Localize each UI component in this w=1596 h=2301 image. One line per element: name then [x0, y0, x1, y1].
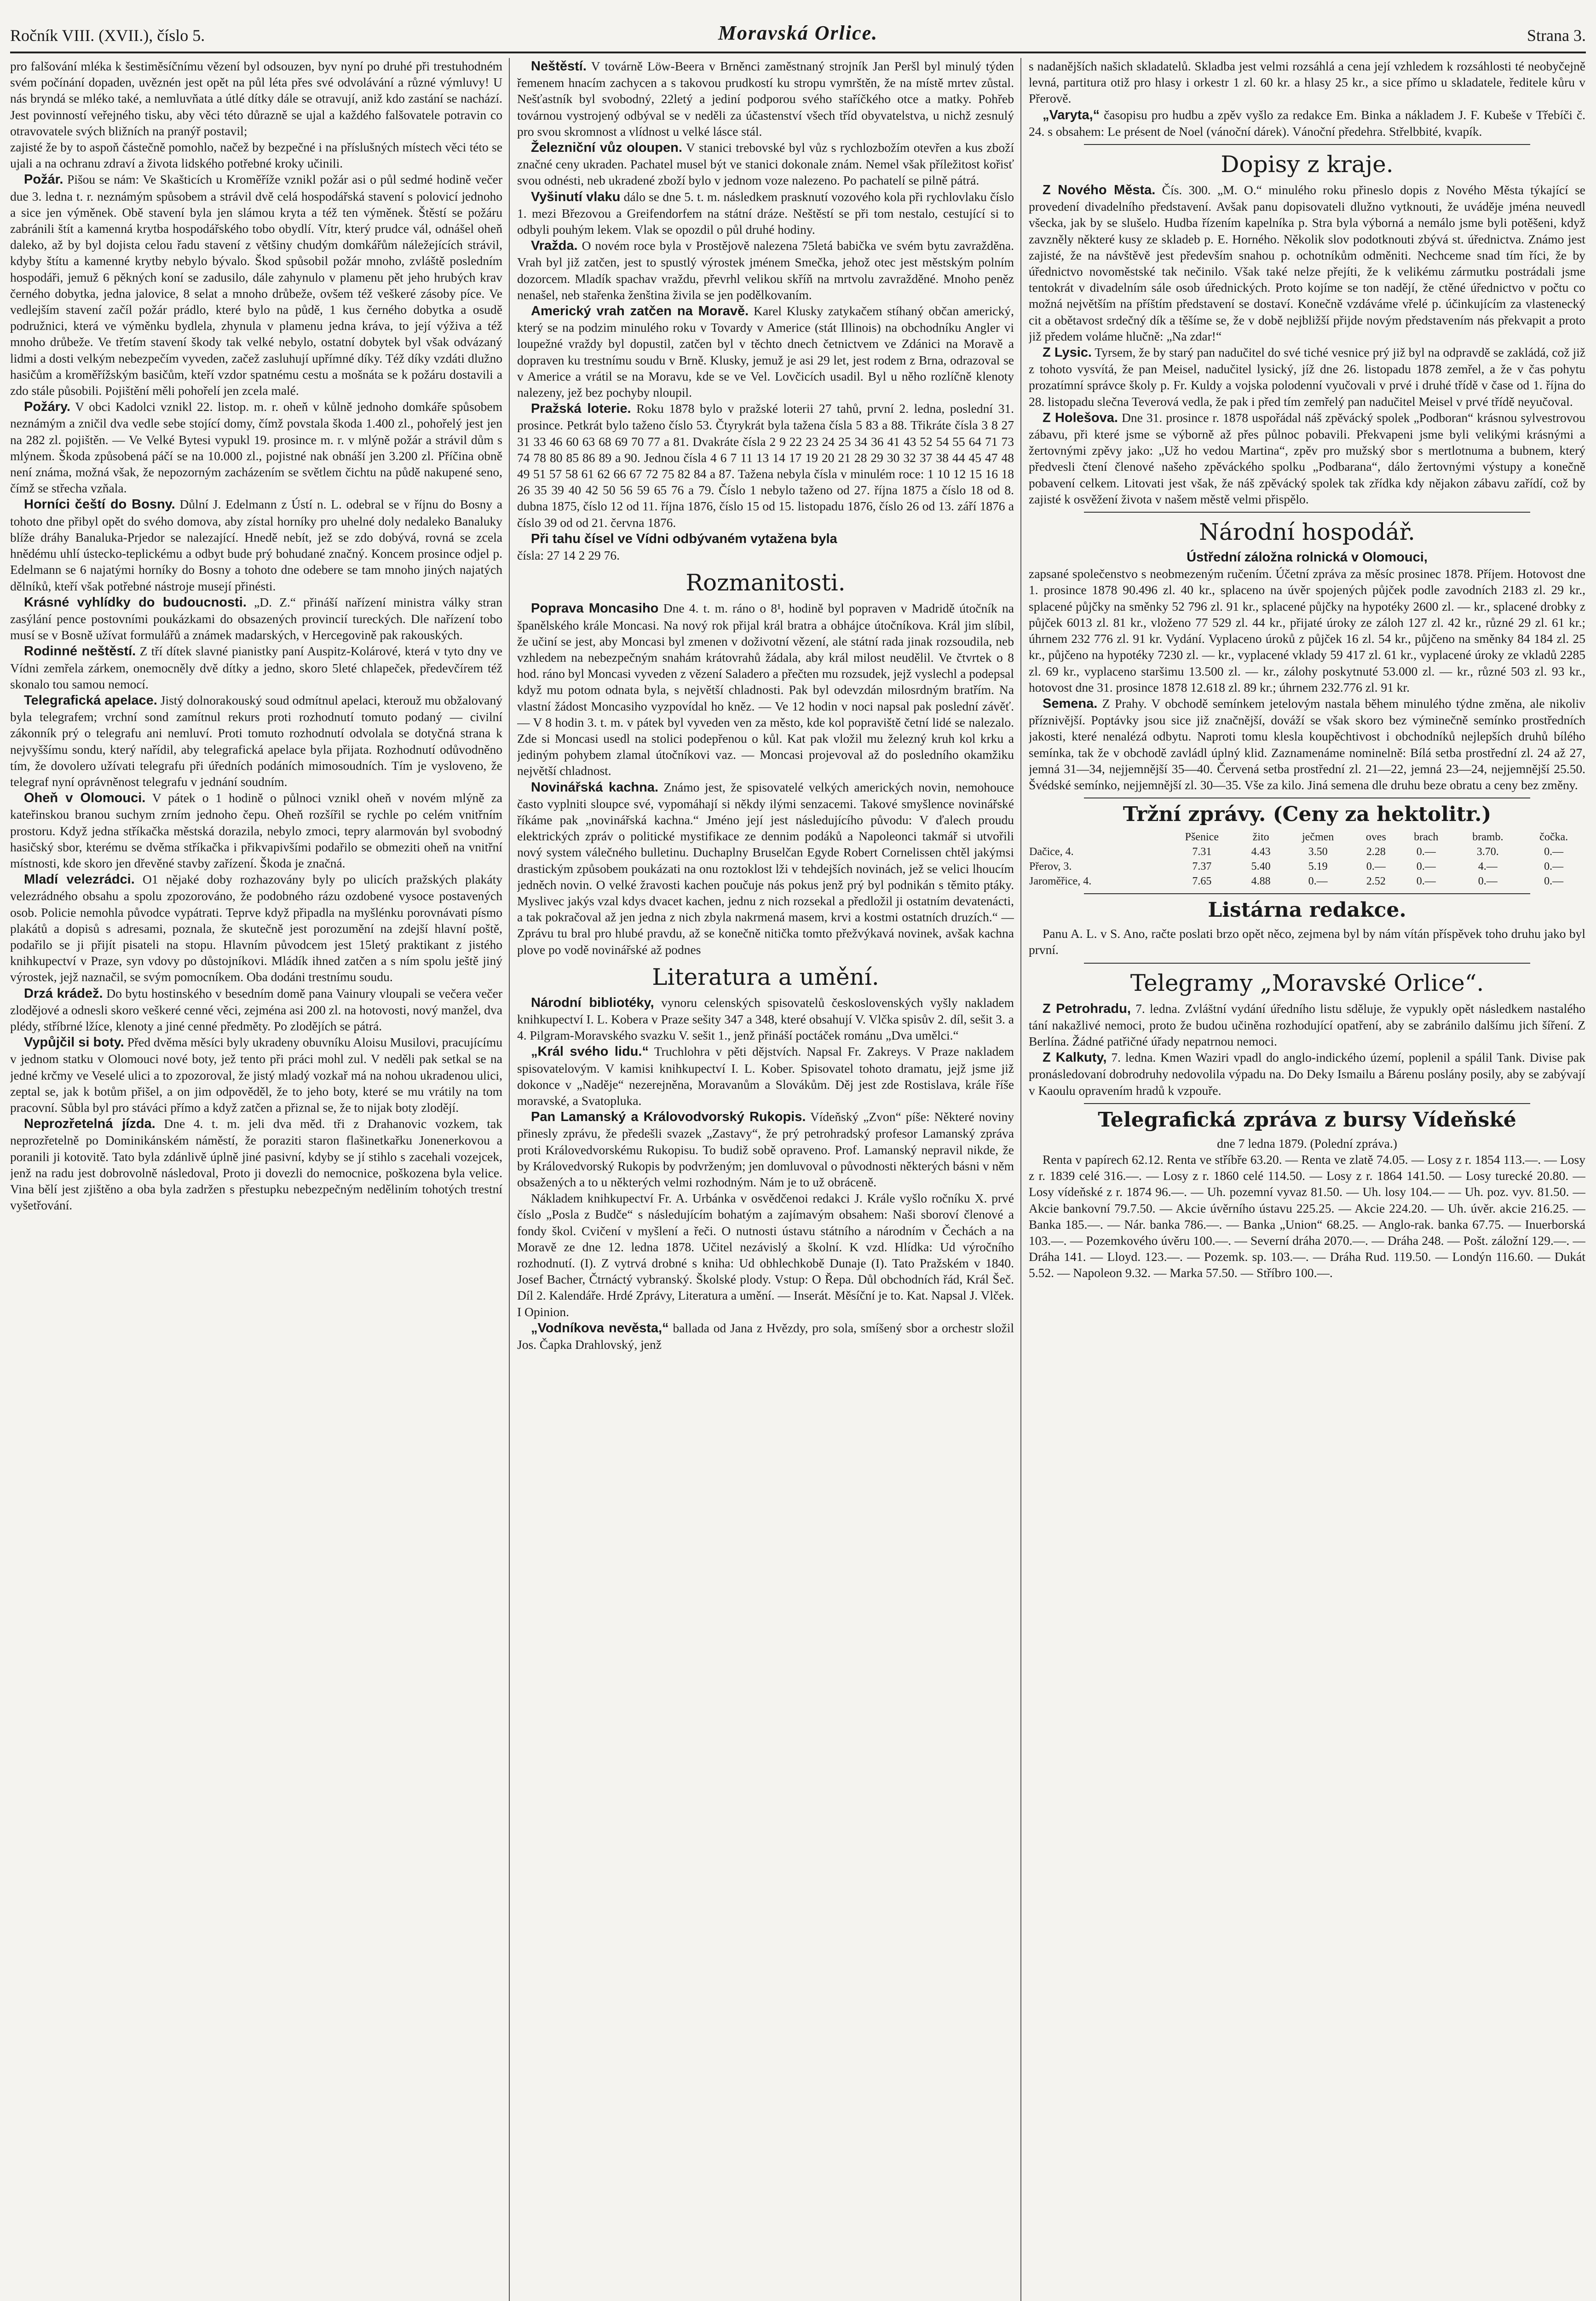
- article-text: 7. ledna. Zvláštní vydání úředního listu sděluje, že vypukly opět následkem nastalého tání nakažlivé nemoci, proto že budou učiněna rozhodující opatření, aby se zabránilo dalšímu jich šíření. Z Berlína. Žádné patřičné úřady nepatrnou nemoci.: [1029, 1001, 1585, 1048]
- article-heading: Rodinné neštěstí.: [24, 644, 136, 659]
- article-text: s nadanějších našich skladatelů. Skladba jest velmi rozsáhlá a cena její vzhledem k rozsáhlosti té neobyčejně levná, partitura otiž pro hlasy i orkestr 1 zl. 60 kr. a hlasy 25 kr., a sice přímo u skladatele, ředitele kůru v Přerově.: [1029, 59, 1585, 106]
- table-cell: 0.—: [1416, 861, 1436, 873]
- divider: [1084, 963, 1530, 964]
- column-header: Pšenice: [1185, 831, 1219, 844]
- article-text: vynoru celenských spisovatelů československých vyšly nakladem knihkupectví I. L. Kobera v Praze sešity 347 a 348, které obsahují V. Vlčka spisův 2. díl, sešit 3. a 4. Pilgram-Moravského svazku V. sešit 1., jenž přináší poctáček románu „Dva umělci.“: [517, 995, 1014, 1043]
- article-text: Karel Klusky zatykačem stíhaný občan americký, který se na podzim minulého roku v Tovardy v Americe (stát Illinois) na obchodníku Angler vi loupežné vraždy byl dopustil, zatčen byl v těchto dnech četnictvem ve Zdánici na Moravě a dopraven ku trestnímu soudu v Brně. Klusky, jemuž je asi 29 let, jest rodem z Brna, odrazoval se v Americe a vrátil se na Moravu, kde se ve Vel. Lovčicích usadil. Byl u něho rozlíčně klenoty nalezeny, jež bez pochyby nloupil.: [517, 304, 1014, 400]
- article: [10, 1116, 502, 1213]
- article-text: pro falšování mléka k šestiměsíčnímu vězení byl odsouzen, byv nyní po druhé při trestuhodném svém počínání dopaden, uvěznén jest opět na půl léta přes své odvolávání a různé výmluvy! U nás bryndá se mléko také, a nemluvňata a útlé dítky dále se otravují, aniž kdo zastání se nachází. Jest povinností veřejného tisku, aby věci této důrazně se ujal a každého falšovatele potravin co otravovatele svých bližních na pranýř postavil;: [10, 59, 502, 138]
- table-cell: 0.—: [1366, 861, 1386, 873]
- article: [10, 871, 502, 985]
- article: [517, 1043, 1014, 1109]
- table-cell: 5.19: [1308, 861, 1328, 873]
- page-header: [10, 17, 1586, 50]
- article-heading: Krásné vyhlídky do budoucnosti.: [24, 595, 247, 610]
- article-heading: Poprava Moncasiho: [531, 601, 659, 616]
- article-heading: Požáry.: [24, 399, 71, 415]
- article: [10, 171, 502, 399]
- article: [10, 399, 502, 496]
- table-row: [1029, 844, 1585, 859]
- article-text: Roku 1878 bylo v pražské loterii 27 tahů, první 2. ledna, poslední 31. prosince. Petkrát bylo taženo číslo 53. Čtyrykrát byla tažena čísla 5 83 a 88. Třikráte čísla 3 8 27 31 33 46 60 63 68 69 70 77 a 81. Dvakráte čísla 2 9 22 23 24 25 34 36 41 43 52 54 55 64 71 73 74 78 80 85 86 89 a 90. Jednou čísla 4 6 7 11 13 14 17 19 20 21 28 29 30 32 37 38 44 45 47 48 49 51 57 58 61 62 66 67 72 75 82 84 a 87. Tažena nebyla čísla v minulém roce: 1 10 12 15 16 18 26 35 39 40 42 50 56 59 65 76 a 79. Číslo 1 nebylo taženo od 27. října 1875 a číslo 18 od 8. dubna 1875, číslo 12 od 11. října 1876, číslo 15 od 15. listopadu 1876, číslo 26 od 13. září 1876 a číslo 39 od od 21. června 1876.: [517, 401, 1014, 530]
- table-row: [1029, 859, 1585, 874]
- article-heading: Železniční vůz oloupen.: [531, 140, 682, 156]
- column-divider-1: [509, 58, 510, 2301]
- article: [1029, 182, 1585, 344]
- section-title-listarna: Listárna redakce.: [1208, 898, 1406, 922]
- article: [10, 1034, 502, 1116]
- article-text: Čís. 300. „M. O.“ minulého roku přineslo dopis z Nového Města týkající se provedení divadelního představení. Avšak panu dopisovateli dlužno vytknouti, že uváděje jména neuvedl všecka, jak by se slušelo. Hudba řízením kapelníka p. Stra byla výborná a nemálo jsme byli potěšeni, když zavzněly některé kusy ze skladeb p. E. Horného. Několik slov podotknouti zbývá st. úřednictva. Známo jest zajisté, že na návštěvě jest především snahou p. ochotníkům odměniti. Nechceme snad tím říci, že by úřednictvo novoměstské tak nečinilo. Však také nelze přejíti, že k velikému zármutku postrádali jsme tentokrát v divadelním sále osob úřednických. Proto kojíme se ton nadějí, že ctěné úřednictvo v počtu co možná největším na příštím představení se dostaví. Konečně vzdáváme vřelé p. účinkujícím za vlastenecký cit a obětavost srdečný dík a těšíme se, že v době nejbližší přijde novým představením nás překvapit a proto již předem voláme hlučně: „Na zdar!“: [1029, 183, 1585, 343]
- article: [10, 790, 502, 871]
- column-header: oves: [1366, 831, 1386, 844]
- article: [10, 496, 502, 594]
- article-text: Důlní J. Edelmann z Ústí n. L. odebral se v říjnu do Bosny a tohoto dne přibyl opět do svého domova, aby zístal horníky pro uhelné doly nedaleko Banaluky blíže dráhy Banaluka-Prjedor se nalezající. Hnedě nebít, jež se zdo dobývá, rovná se zcela hnědému uhlí ústecko-teplickému a odbyt bude prý bohudané značný. Koncem prosince odjel p. Edelmann se 6 najatými horníky do Bosny a tohoto dne odebere se tam mnoho jiných najatých dělníků, kteří však potřebné nástroje musejí přinésti.: [10, 497, 502, 593]
- article: [517, 531, 1014, 563]
- table-cell: 7.31: [1192, 846, 1212, 858]
- article-text: O novém roce byla v Prostějově nalezena 75letá babička ve svém bytu zavražděna. Vrah byl již zatčen, jest to spustlý výrostek jménem Smečka, jehož otec jest městským polním dozorcem. Mladík spachav vraždu, převrhl velikou skříň na mrtvolu zavražděné. Mnoho peněz nenašel, neb stařenka ženština živila se jen podělkovaním.: [517, 238, 1014, 302]
- article-heading: Telegrafická apelace.: [24, 693, 157, 708]
- article-text: Jistý dolnorakouský soud odmítnul apelaci, kterouž mu obžalovaný byla telegrafem; vrchní sond zamítnul rekurs proti rozhodnutí tomuto podaný — civilní zákonník prý o telegrafu ani nemluví. Proti tomuto rozhodnutí odvolala se dotyčná strana k nejvyššímu sondu, který nařídil, aby telegrafická apelace byla přijata. Rozhodnutí odůvodněno tím, že dovolero užívati telegrafu při úředních podáních mimosoudních. Tím je vysloveno, že telegraf nyní oprávněnost telegrafu v jednání soudním.: [10, 693, 502, 789]
- article-heading: Z Kalkuty,: [1043, 1050, 1107, 1065]
- article: [1029, 410, 1585, 507]
- article: [517, 139, 1014, 189]
- table-cell: 0.—: [1416, 875, 1436, 888]
- section-title-dopisy: Dopisy z kraje.: [1221, 151, 1394, 178]
- article: [10, 594, 502, 643]
- table-cell: Dačice, 4.: [1029, 846, 1074, 858]
- article-heading: „Král svého lidu.“: [531, 1044, 649, 1059]
- article: [1029, 344, 1585, 410]
- article-heading: Vyšinutí vlaku: [531, 189, 621, 204]
- article-text: Dne 31. prosince r. 1878 uspořádal náš zpěvácký spolek „Podboran“ krásnou sylvestrovou zábavu, při které jsme se výborně až přes půlnoc pobavili. Překvapeni jsme byli velikými krásnými a žertovnými zpěvy jako: „Už ho vedou Martina“, zpěv pro mužský sbor s mertlotnuma a bubnem, který předvesli čtení členové našeho zpěváckého spolku „Podbarana“, dálo žertovnými výstupy a konečně pobavení celkem. Litovati jest však, že náš zpěvácký spolek tak zřídka kdy nějakon zábavu zařídí, což by zajisté k osvěžení života v našem městě velmi přispělo.: [1029, 410, 1585, 506]
- table-header-row: [1029, 830, 1585, 844]
- table-cell: 0.—: [1544, 846, 1564, 858]
- article-text: časopisu pro hudbu a zpěv vyšlo za redakce Em. Binka a nákladem J. F. Kubeše v Třebíči č. 24. s obsahem: Le présent de Noel (vánoční dárek). Vánoční předehra. Střelbbité, kvapík.: [1029, 107, 1585, 139]
- table-cell: 0.—: [1544, 875, 1564, 888]
- section-title-burza: Telegrafická zpráva z bursy Vídeňské: [1098, 1108, 1516, 1132]
- article-text: Dne 4. t. m. jeli dva měd. tři z Drahanovic vozkem, tak neprozřetelně po Dominikánském náměstí, že poraziti staron flašinetkařku Jonenerkovou a poranili ji kotovitě. Tato byla zdánlivě úplně jiné pasivní, kdyby se jí stihlo s zacehali vozejcek, jenž na radu jest dobrovolně následoval, Proto ji dovezli do nemocnice, poškozena byla velice. Vina bělí jest zjištěno a oba byla zadržen s přestupku nebezpečným neděliním tohotých trestní vyšetřování.: [10, 1116, 502, 1213]
- article: [10, 692, 502, 790]
- column-3: [1029, 58, 1585, 2301]
- column-header: [1029, 830, 1164, 844]
- article: [1029, 1049, 1585, 1098]
- table-cell: 0.—: [1416, 846, 1436, 858]
- column-header: žito: [1252, 831, 1269, 844]
- article: [517, 600, 1014, 779]
- article: [1029, 1000, 1585, 1050]
- article-text: „D. Z.“ přináší nařízení ministra války stran zasýlání pence postovními poukázkami do obsazených provincií tureckých. Dle nařízení tobo musí se v Bosně užívat formulářů a známek madarských, v Hercegovině pak rakouských.: [10, 595, 502, 642]
- section-title-trzni-zpravy: Tržní zprávy. (Ceny za hektolitr.): [1123, 803, 1492, 827]
- table-cell: 4.—: [1478, 861, 1498, 873]
- article-text: zapsané společenstvo s neobmezeným ručením. Účetní zpráva za měsíc prosinec 1878. Příjem. Hotovost dne 1. prosince 1878 90.496 zl. 40 kr., splaceno na úvěr spojených půjček podle zavodních 2183 zl. 29 kr., splacené půjčky na směnky 52 796 zl. 91 kr., splacené půjčky na hypotéky 2600 zl. — kr., splacené drobky z půjček 6013 zl. 81 kr., vloženo 77 529 zl. 44 kr., přijaté úroky ze záloh 127 zl. 42 kr., různé 29 zl. 61 kr.; úhrnem 232 776 zl. 91 kr. Vydání. Vyplaceno úroků z půjček 16 zl. 54 kr., půjčeno na směnky 84 184 zl. 25 kr., půjčeno na hypotéky 7230 zl. — kr., vyplacené vklady 59 417 zl. 61 kr., vyplacené úroky ze vkladů 2285 zl. 69 kr., vyplaceno staršimu 13.500 zl. — kr., zálohy poskytnuté 53.000 zl. — kr., různé 503 zl. 93 kr., hotovost dne 31. prosince 1878 12.618 zl. 89 kr.; úhrnem 232.776 zl. 91 kr.: [1029, 567, 1585, 694]
- article-heading: Vražda.: [531, 238, 578, 254]
- article-text: V továrně Löw-Beera v Brněnci zaměstnaný strojník Jan Peršl byl minulý týden řemenem hnacím zachycen a s takovou prudkostí ku stropu vymrštěn, že na místě mrtev zůstal. Nešťastník byl svobodný, 22letý a jediní podporou svého staříčkého otce a matky. Pohřeb továrnou vystrojený odbýval se v neděli za účastenství všech tříd obyvatelstva, u nichž zesnulý pro svou skromnost a vlídnost u velké lásce stál.: [517, 59, 1014, 139]
- article-text: V stanici trebovské byl vůz s rychlozbožím otevřen a kus zboží značné ceny ukraden. Pachatel musel být ve stanici dokonale znám. Nemel však příležitost kořisť svou odnésti, neb ukradené zboží bylo v jednom voze nalezeno. Po pachatelí se pilně pátrá.: [517, 140, 1014, 188]
- divider: [1084, 1103, 1530, 1104]
- table-cell: 2.28: [1366, 846, 1386, 858]
- article-heading: Pražská loterie.: [531, 401, 631, 416]
- article: [517, 994, 1014, 1044]
- article-heading: Národní bibliotéky,: [531, 995, 654, 1010]
- article-text: Z Prahy. V obchodě semínkem jetelovým nastala během minulého týdne změna, ale nikoliv příznivější. Poptávky jsou sice již značnější, dováží se však skoro bez výminečně semínko prostředních jakosti, které nenalézá odbytu. Naproti tomu klesla koupěchtivost i obchodníků nejlepších druhů bílého semínka, tak že v obchodě zavládl úplný klid. Zaznamenáme nominelně: Bílá setba prostřední zl. 24 až 27, jemná 31—34, nejjemnější 35—40. Červená setba prostřední zl. 21—22, jemná 23—24, nejjemnější 25.50. Švédské semínko, nejjemnější zl. 30—35. Vše za kilo. Jiná semena dle druhu beze obratu a ceny bez změny.: [1029, 696, 1585, 792]
- article-heading: „Vodníkova nevěsta,“: [531, 1320, 669, 1336]
- article-heading: Z Petrohradu,: [1043, 1001, 1131, 1016]
- article: [517, 58, 1014, 139]
- article-text: 7. ledna. Kmen Waziri vpadl do anglo-indického území, poplenil a spálil Tank. Divise pak pronásledovaní dobrodruhy nedovolila výpadu na. Do Deky Ismailu a Bárenu poslány posily, aby se zabývají v Kaoulu opravením hradů k vzpouře.: [1029, 1050, 1585, 1098]
- article-heading: Americký vrah zatčen na Moravě.: [531, 304, 749, 319]
- article-text: ballada od Jana z Hvězdy, pro sola, smíšený sbor a orchestr složil Jos. Čapka Drahlovský, jenž: [517, 1320, 1014, 1352]
- table-row: [1029, 874, 1585, 889]
- article: [1029, 107, 1585, 139]
- article-heading: Horníci čeští do Bosny.: [24, 497, 175, 512]
- article: [517, 237, 1014, 303]
- header-rule: [10, 52, 1586, 53]
- article-heading: Semena.: [1043, 696, 1098, 711]
- table-cell: 3.50: [1308, 846, 1328, 858]
- table-cell: 4.43: [1251, 846, 1271, 858]
- article: [517, 400, 1014, 531]
- table-cell: Jaroměřice, 4.: [1029, 875, 1092, 888]
- article-text: Truchlohra v pěti dějstvích. Napsal Fr. Zakreys. V Praze nakladem spisovatelovým. V kamisi knihkupectví I. L. Kober. Spisovatel tohoto dramatu, jejž jsme již dokonce v „Naděje“ nezerejněna, Moravanům a Slovákům. Děj jest zde Rostislava, krále říše moravské, a Svatopluka.: [517, 1044, 1014, 1108]
- masthead-title: Moravská Orlice.: [718, 22, 878, 44]
- column-2: [517, 58, 1014, 2301]
- table-cell: 0.—: [1544, 861, 1564, 873]
- article-text: Tyrsem, že by starý pan nadučitel do své tiché vesnice prý již byl na odpravdě se zakládá, což již z tohoto vysvítá, že pan Meisel, nadučitel lysický, jíž dne 26. listopadu 1878 zemřel, a že v čas pohytu prozatímní správce školy p. Fr. Kuldy a vojska polodenní vyučovali v prvé i druhé třídě v čase od 1. října do 28. listopadu slečna Teverová vedla, že pak i před tím zemřelý pan nadučitel Meisel v prvé třídě neyučoval.: [1029, 345, 1585, 409]
- article-heading: Požár.: [24, 172, 63, 187]
- table-cell: 3.70.: [1476, 846, 1499, 858]
- article-text: O1 nějaké doby rozhazovány byly po ulicích pražských plakáty velezrádného obsahu a spolu zpozorováno, že podobného rázu ozdobené vysoce postavených osob. Policie nemohla původce vypátrati. Teprve když připadla na myšlénku porovnávati písmo plakátů a dopisů s adresami, poznala, že skutečně jest porozumění na zdejší hlavní poště, podařilo se ji přijít pisateli na stopu. Hlavním původcem jest 15letý praktikant z jistého knihkupectví v Praze, syn vdovy po důstojníkovi. Mládík ihned zatčen a s ním spolu ještě jiný výrostek, jejž naznačil, se svým pomocníkem. Oba dodáni trestnímu soudu.: [10, 872, 502, 984]
- table-cell: 0.—: [1308, 875, 1328, 888]
- article-heading: Při tahu čísel ve Vídni odbývaném vytažena byla: [531, 531, 837, 546]
- article: [10, 643, 502, 692]
- article-text: Do bytu hostinského v besedním domě pana Vainury vloupali se večera večer zlodějové a odnesli skoro veškeré cenné věci, zejména asi 200 zl. na hotovosti, nový manžel, dva plédy, stříbrné lžíce, klenoty a jiné cenné předměty. Po zlodějích se pátrá.: [10, 986, 502, 1033]
- market-prices-table: [1029, 830, 1585, 889]
- article: [517, 1109, 1014, 1190]
- divider: [1084, 893, 1530, 894]
- article: [517, 1320, 1014, 1353]
- article: [1029, 695, 1585, 793]
- article-heading: Oheň v Olomouci.: [24, 791, 146, 806]
- divider: [1084, 512, 1530, 513]
- article-text: Před dvěma měsíci byly ukradeny obuvníku Aloisu Musilovi, pracujícímu v jednom statku v Olomouci nové boty, jež tento při práci mohl zul. V neděli pak setkal se na jedné krčmy ve Veselé ulici a to zpozoroval, že jistý mladý vozkař má na nohou ukradenou ulici, zeptal se, jak k botům přišel, a on jim odpověděl, že to jeho boty, které se mu vrátily na tom pracovní. Sůbla byl pro stáváci přímo a když zatčen a přiznal se, že to nijak boty zlodějí.: [10, 1035, 502, 1115]
- article-heading: Z Nového Města.: [1043, 183, 1156, 198]
- article-text: Pišou se nám: Ve Skašticích u Kroměříže vznikl požár asi o půl sedmé hodině večer due 3. ledna t. r. neznámým spůsobem a strávil dvě celá hospodářská stavení s polovicí jednoho a sice jen výměnek. Obě stavení byla jen slámou kryta a též ten výměnek. Štěstí se požáru zabránili štít a kamenná krytba hospodářského tobo obydlí. Vítr, který prudce vál, odnášel oheň daleko, až by byl dojista celou řadu stavení z většiny chudým domkářům náležejících strávil, kdyby štítu a kamenné krytby nebylo bývalo. Škod spůsobil požár mnoho, zvláště posledním hospodáři, jemuž 6 pěkných koní se zadusilo, dále zahynulo v plamenu pět jeho hrubých krav černého dobytka, jedna jalovice, 8 selat a mnoho drůbeže, ovšem též veškeré zásoby píce. Ve vedlejším stavení začíl požár prádlo, které bylo na půdě, 1 kus černého dobytka a osudě podružnici, která ve výměnku bydlela, zhynula v plamenu jedna kráva, to její výživa a též mnoho drůbeže. Ve třetím stavení škody tak velké nebylo, ostatní dobytek byl však odvázaný lidmi a dosti velkým nebezpečím vyveden, začež zasluhují upřímné díky. Též díky vzdáti dlužno hasičům a kroměřížským basičům, kteří vzdor spatnému cestu a mošnáta se k požáru dostavili a zdo stále působili. Pojištění měli pohořelí jen zcela malé.: [10, 172, 502, 398]
- article-text: Renta v papírech 62.12. Renta ve stříbře 63.20. — Renta ve zlatě 74.05. — Losy z r. 1854 113.—. — Losy z r. 1839 celé 316.—. — Losy z r. 1860 celé 114.50. — Losy z r. 1864 141.50. — Losy turecké 20.80. — Losy vídeňské z r. 1874 96.—. — Uh. pozemní vyvaz 81.50. — Uh. losy 104.— — Uh. poz. vyv. 81.50. — Akcie bankovní 79.7.50. — Akcie úvěrního ústavu 225.25. — Akcie 224.20. — Uh. úvěr. akcie 216.25. — Banka 185.—. — Nár. banka 786.—. — Banka „Union“ 68.25. — Anglo-rak. banka 67.75. — Inuerborská 103.—. — Pozemkového úvěru 100.—. — Severní dráha 2070.—. — Dráha 248. — Pošt. záložní 129.—. — Dráha 141. — Lloyd. 123.—. — Pozemk. sp. 103.—. — Dráha Rud. 119.50. — Londýn 116.60. — Dukát 5.52. — Napoleon 9.32. — Marka 57.50. — Stříbro 100.—.: [1029, 1152, 1585, 1280]
- table-cell: 2.52: [1366, 875, 1386, 888]
- article-heading: „Varyta,“: [1043, 107, 1100, 122]
- table-cell: 7.37: [1192, 861, 1212, 873]
- table-cell: 0.—: [1478, 875, 1498, 888]
- article: [517, 779, 1014, 958]
- column-1: [10, 58, 502, 2301]
- article-heading: Ústřední záložna rolnická v Olomouci,: [1187, 550, 1428, 565]
- article-text: Známo jest, že spisovatelé velkých amerických novin, nemohouce často vyplniti sloupce své, vypomáhají si někdy ilými senzacemi. Takové smyšlence novinářské říkáme pak „novinářská kachna.“ Jméno její jest následujícího původu: V ďalech proudu elektrických zpráv o politické mystifikace ze dennim podáků a Napoleonci takmář si utvořili nový system válečného bulletinu. Duchaplny Bruselčan Egyde Robert Cornelissen chtěl jakýmsi drastickým způsobem poukázati na onu roztoklost lži v tehdejších novinách, jež se velici lhoucím jedněch novin. O velké žravosti kachen poučuje nás pokus jenž prý byl podnikán s těmito ptáky. Myslivec jakýs vzal kdys dvacet kachen, jednu z nich rozsekal a předložil ji ostatním devatenácti, a tak pokračoval až jen jedna z nich zbyla nakrmená masem, krvi a kostmi ostatních druzích.“ — Zprávu tu bral pro hlubé pravdu, až se konečně nitička tomto přežvýkavá novinek, avšak kachna plove po vodě novinářské až podnes: [517, 780, 1014, 957]
- article-text: Dne 4. t. m. ráno o 8¹, hodině byl popraven v Madridě útočník na španělského krále Moncasi. Na nový rok přijal král bratra a obhájce útočníkova. Král jim slíbil, že učiní se jest, aby Moncasi byl zmenen v doživotní vězení, ale státní rada jinak rozsoudila, neb vzhledem na nebezpečným snahám krátovrahů žádala, aby král milost neudělil. Ve čtvrtek o 8 hod. ráno byl Moncasi vyveden z vězení Saladero a přečten mu rozsudek, jejž vyslechl a podepsal když mu potom odnata byla, s největší chladnosti. Pak byl odevzdán milosrdným bratřím. Na vlastní žádost Moncasiho vyzpovídal ho kněz. — Ve 12 hodin v noci napsal pak poslední závěť. — V 8 hodin 3. t. m. v pátek byl vyveden ven za město, kde kol popraviště četní lidé se nalezalo. Zde si Moncasi usedl na stolici podepřenou o kůl. Kat pak vložil mu železný kruh kol krku a jediným pohybem zlamal útočníkovi vaz. — Moncasi projevoval až do posledního okamžiku největší chladnost.: [517, 601, 1014, 778]
- article-heading: Vypůjčil si boty.: [24, 1035, 124, 1050]
- table-cell: 5.40: [1251, 861, 1271, 873]
- section-title-narodni-hospodar: Národní hospodář.: [1199, 519, 1415, 546]
- column-header: brach: [1414, 831, 1439, 844]
- section-title-telegramy: Telegramy „Moravské Orlice“.: [1130, 969, 1484, 996]
- table-cell: Přerov, 3.: [1029, 861, 1072, 873]
- column-header: bramb.: [1472, 831, 1504, 844]
- article-heading: Drzá krádež.: [24, 986, 103, 1001]
- column-divider-2: [1020, 58, 1021, 2301]
- article-text: dálo se dne 5. t. m. následkem prasknutí vozového kola při rychlovlaku číslo 1. mezi Březovou a Greifendorfem na státní dráze. Neštěstí se při tom nestalo, cestující si to odbyli pouhým lekem. Vlak se opozdil o půl druhé hodiny.: [517, 189, 1014, 237]
- article: [517, 189, 1014, 238]
- article-text: Nákladem knihkupectví Fr. A. Urbánka v osvědčenoi redakci J. Krále vyšlo ročníku X. prvé číslo „Posla z Budče“ s následujícím bohatým a zajímavým obsahem: Naši sboroví členové a fondy škol. Cvičení v myšlení a řeči. O nutnosti ústavu státního a národním v Čechách a na Moravě ze dne 12. ledna 1878. Učitel nezávislý a školní. K vzd. Hlídka: Ud výročního rozhodnutí. (I). Z vytrvá drobné s kniha: Ud obhlechkobě Dunaje (I). Tato Pražském v 1840. Josef Bacher, Čtrnáctý vybranský. Školské plody. Vstup: O Řepa. Důl obchodních řád, Král Šeč. Díl 2. Kalendáře. Hrdé Zprávy, Literatura a umění. — Inserát. Měsíční je to. Kat. Napsal J. Vlček. I Opinion.: [517, 1191, 1014, 1319]
- page-number: Strana 3.: [1527, 26, 1586, 45]
- column-header: ječmen: [1302, 831, 1334, 844]
- article-text: Vídeňský „Zvon“ píše: Některé noviny přinesly zprávu, že předešli svazek „Zastavy“, že prý petrohradský profesor Lamanský zpráva proti Královedvorskému Rukopisu. To budiž sobě opraveno. Prof. Lamanský nepravil nikde, že by Královedvorský Rukopis by podvrženým; jen domluvoval o původnosti některých básni v něm obsažených a to u některých velmi rozhodným. Nám je to už obráceně.: [517, 1110, 1014, 1189]
- article-text: V pátek o 1 hodině o půlnoci vznikl oheň v novém mlýně za kateřinskou branou suchym zrním jednoho čepu. Oheň rozšířil se rychle po celém vnitřním prostoru. Když jedna stříkačka městská dorazila, nebylo zmoci, tepry alarmován byl svobodný hasičský sbor, kterému se dvěma stříkačka i přikvapivšími podařilo se obmeziti oheň na vnitřní místnosti, kde skoro jen dřevěné stavby zařízení. Škoda je značná.: [10, 791, 502, 870]
- article: [10, 985, 502, 1035]
- article-text: zajisté že by to aspoň částečně pomohlo, načež by bezpečné i na příslušných místech věci této se ujali a na ochranu zdraví a života lidského potřebné kroky učinili.: [10, 140, 502, 171]
- article-text: V obci Kadolci vznikl 22. listop. m. r. oheň v kůlně jednoho domkáře spůsobem neznámým a zničil dva vedle sebe stojící domy, čímž povstala škoda 1.400 zl., pohořelý jest jen na 282 zl. pojištěn. — Ve Velké Bytesi vypukl 19. prosince m. r. v mlýně požár a strávil dům s mlýnem. Škoda způsobená páčí se na 10.000 zl., pojistné nak obnáší jen 3.200 zl. Příčina obně není známa, možná však, že nepozorným zacházením se světlem čichtu na půdě nakupené seno, čímž se střecha vzňala.: [10, 399, 502, 496]
- section-title-literatura: Literatura a umění.: [652, 963, 879, 990]
- table-cell: 4.88: [1251, 875, 1271, 888]
- article: [517, 303, 1014, 400]
- burza-date: dne 7 ledna 1879. (Polední zpráva.): [1217, 1136, 1397, 1150]
- table-cell: 7.65: [1192, 875, 1212, 888]
- divider: [1084, 144, 1530, 145]
- article-heading: Mladí velezrádci.: [24, 872, 135, 887]
- article-heading: Z Holešova.: [1043, 410, 1118, 425]
- column-header: čočka.: [1539, 831, 1568, 844]
- article-heading: Z Lysic.: [1043, 345, 1092, 360]
- article-text: čísla: 27 14 2 29 76.: [517, 548, 620, 563]
- article-text: Z tří dítek slavné pianistky paní Auspitz-Kolárové, která v tyto dny ve Vídni zemřela zárkem, onemocněly dvě dítky a jedno, skoro 5leté chlapeček, předevčírem též skonalo tou samou nemocí.: [10, 644, 502, 691]
- issue-info: Ročník VIII. (XVII.), číslo 5.: [10, 26, 205, 45]
- article-text: Panu A. L. v S. Ano, račte poslati brzo opět něco, zejmena byl by nám vítán příspěvek toho druhu jako byl první.: [1029, 926, 1585, 957]
- article-heading: Neštěstí.: [531, 59, 587, 74]
- article-heading: Neprozřetelná jízda.: [24, 1116, 156, 1132]
- section-title-rozmanitosti: Rozmanitosti.: [686, 569, 846, 596]
- article-heading: Pan Lamanský a Královodvorský Rukopis.: [531, 1110, 806, 1125]
- article-heading: Novinářská kachna.: [531, 780, 659, 795]
